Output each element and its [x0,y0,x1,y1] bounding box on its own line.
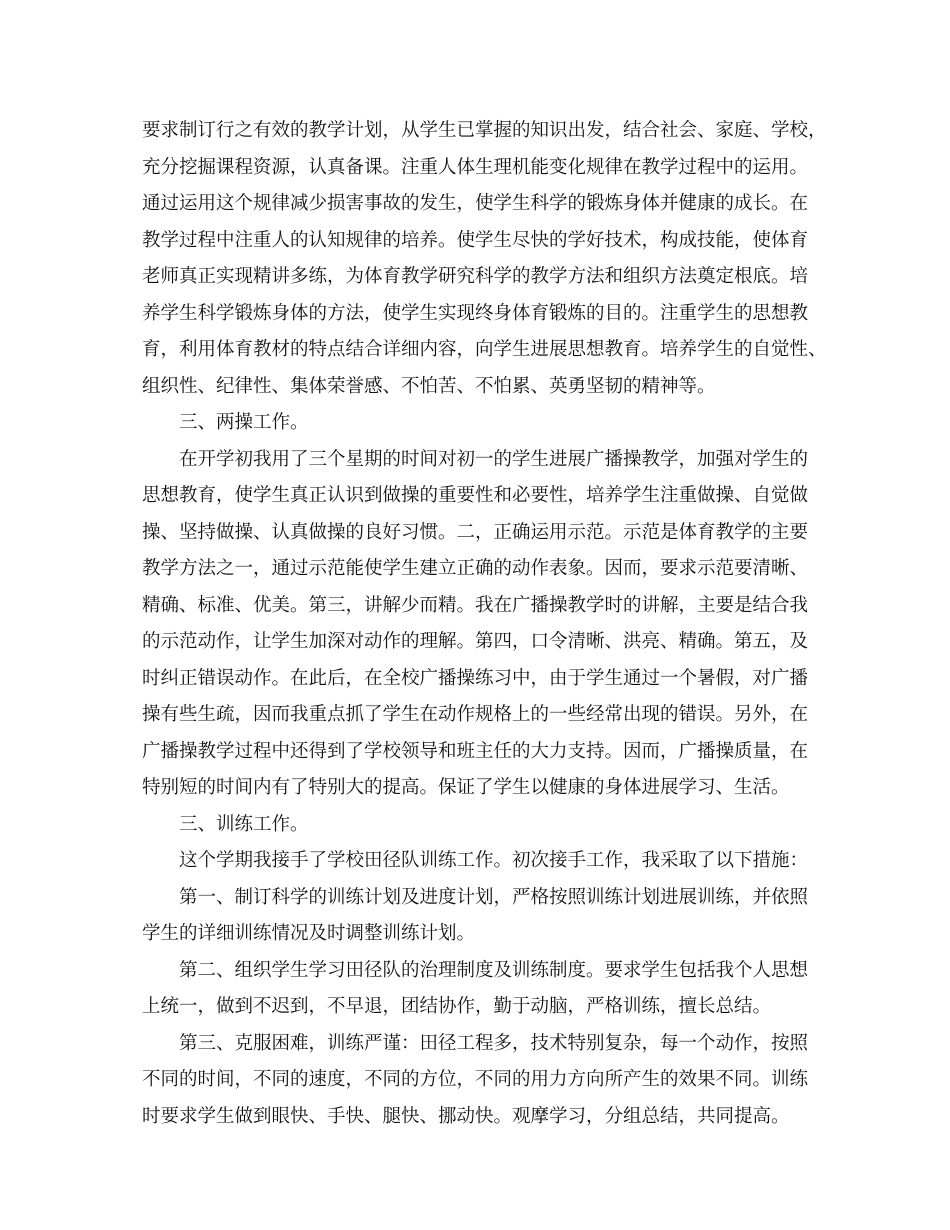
paragraph-first-line: 第三、克服困难，训练严谨：田径工程多，技术特别复杂，每一个动作，按照 [179,1032,809,1054]
paragraph-first-line: 第一、制订科学的训练计划及进度计划，严格按照训练计划进展训练，并依照 [179,886,809,908]
text-line: 通过运用这个规律减少损害事故的发生，使学生科学的锻炼身体并健康的成长。在 [142,193,809,214]
text-line: 特别短的时间内有了特别大的提高。保证了学生以健康的身体进展学习、生活。 [142,777,790,798]
text-line: 广播操教学过程中还得到了学校领导和班主任的大力支持。因而，广播操质量，在 [142,740,809,762]
text-line: 教学方法之一，通过示范能使学生建立正确的动作表象。因而，要求示范要清晰、 [142,558,809,579]
text-line: 育，利用体育教材的特点结合详细内容，向学生进展思想教育。培养学生的自觉性、 [142,339,827,360]
text-line: 老师真正实现精讲多练，为体育教学研究科学的教学方法和组织方法奠定根底。培 [142,266,809,287]
text-line: 精确、标准、优美。第三，讲解少而精。我在广播操教学时的讲解，主要是结合我 [142,594,809,616]
paragraph-first-line: 在开学初我用了三个星期的时间对初一的学生进展广播操教学，加强对学生的 [179,448,809,470]
text-line: 充分挖掘课程资源，认真备课。注重人体生理机能变化规律在教学过程中的运用。 [142,156,809,178]
paragraph-first-line: 三、训练工作。 [179,813,309,835]
text-line: 思想教育，使学生真正认识到做操的重要性和必要性，培养学生注重做操、自觉做 [142,485,809,506]
document-body [142,113,827,1135]
text-line: 学生的详细训练情况及时调整训练计划。 [142,923,476,944]
text-line: 操、坚持做操、认真做操的良好习惯。二，正确运用示范。示范是体育教学的主要 [142,521,809,543]
text-line: 时要求学生做到眼快、手快、腿快、挪动快。观摩学习，分组总结，共同提高。 [142,1105,790,1127]
text-line: 组织性、纪律性、集体荣誉感、不怕苦、不怕累、英勇坚韧的精神等。 [142,375,716,397]
paragraph-first-line: 三、两操工作。 [179,412,309,433]
text-line: 要求制订行之有效的教学计划，从学生已掌握的知识出发，结合社会、家庭、学校， [142,120,827,141]
text-line: 操有些生疏，因而我重点抓了学生在动作规格上的一些经常出现的错误。另外，在 [142,704,809,725]
text-line: 教学过程中注重人的认知规律的培养。使学生尽快的学好技术，构成技能，使体育 [142,229,809,251]
text-line: 的示范动作，让学生加深对动作的理解。第四，口令清晰、洪亮、精确。第五，及 [142,631,809,652]
paragraph-first-line: 第二、组织学生学习田径队的治理制度及训练制度。要求学生包括我个人思想 [179,959,809,981]
text-line: 不同的时间，不同的速度，不同的方位，不同的用力方向所产生的效果不同。训练 [142,1069,809,1090]
paragraph-first-line: 这个学期我接手了学校田径队训练工作。初次接手工作，我采取了以下措施： [179,850,809,871]
text-line: 时纠正错误动作。在此后，在全校广播操练习中，由于学生通过一个暑假，对广播 [142,667,809,689]
text-line: 养学生科学锻炼身体的方法，使学生实现终身体育锻炼的目的。注重学生的思想教 [142,302,809,324]
text-line: 上统一，做到不迟到，不早退，团结协作，勤于动脑，严格训练，擅长总结。 [142,996,772,1017]
